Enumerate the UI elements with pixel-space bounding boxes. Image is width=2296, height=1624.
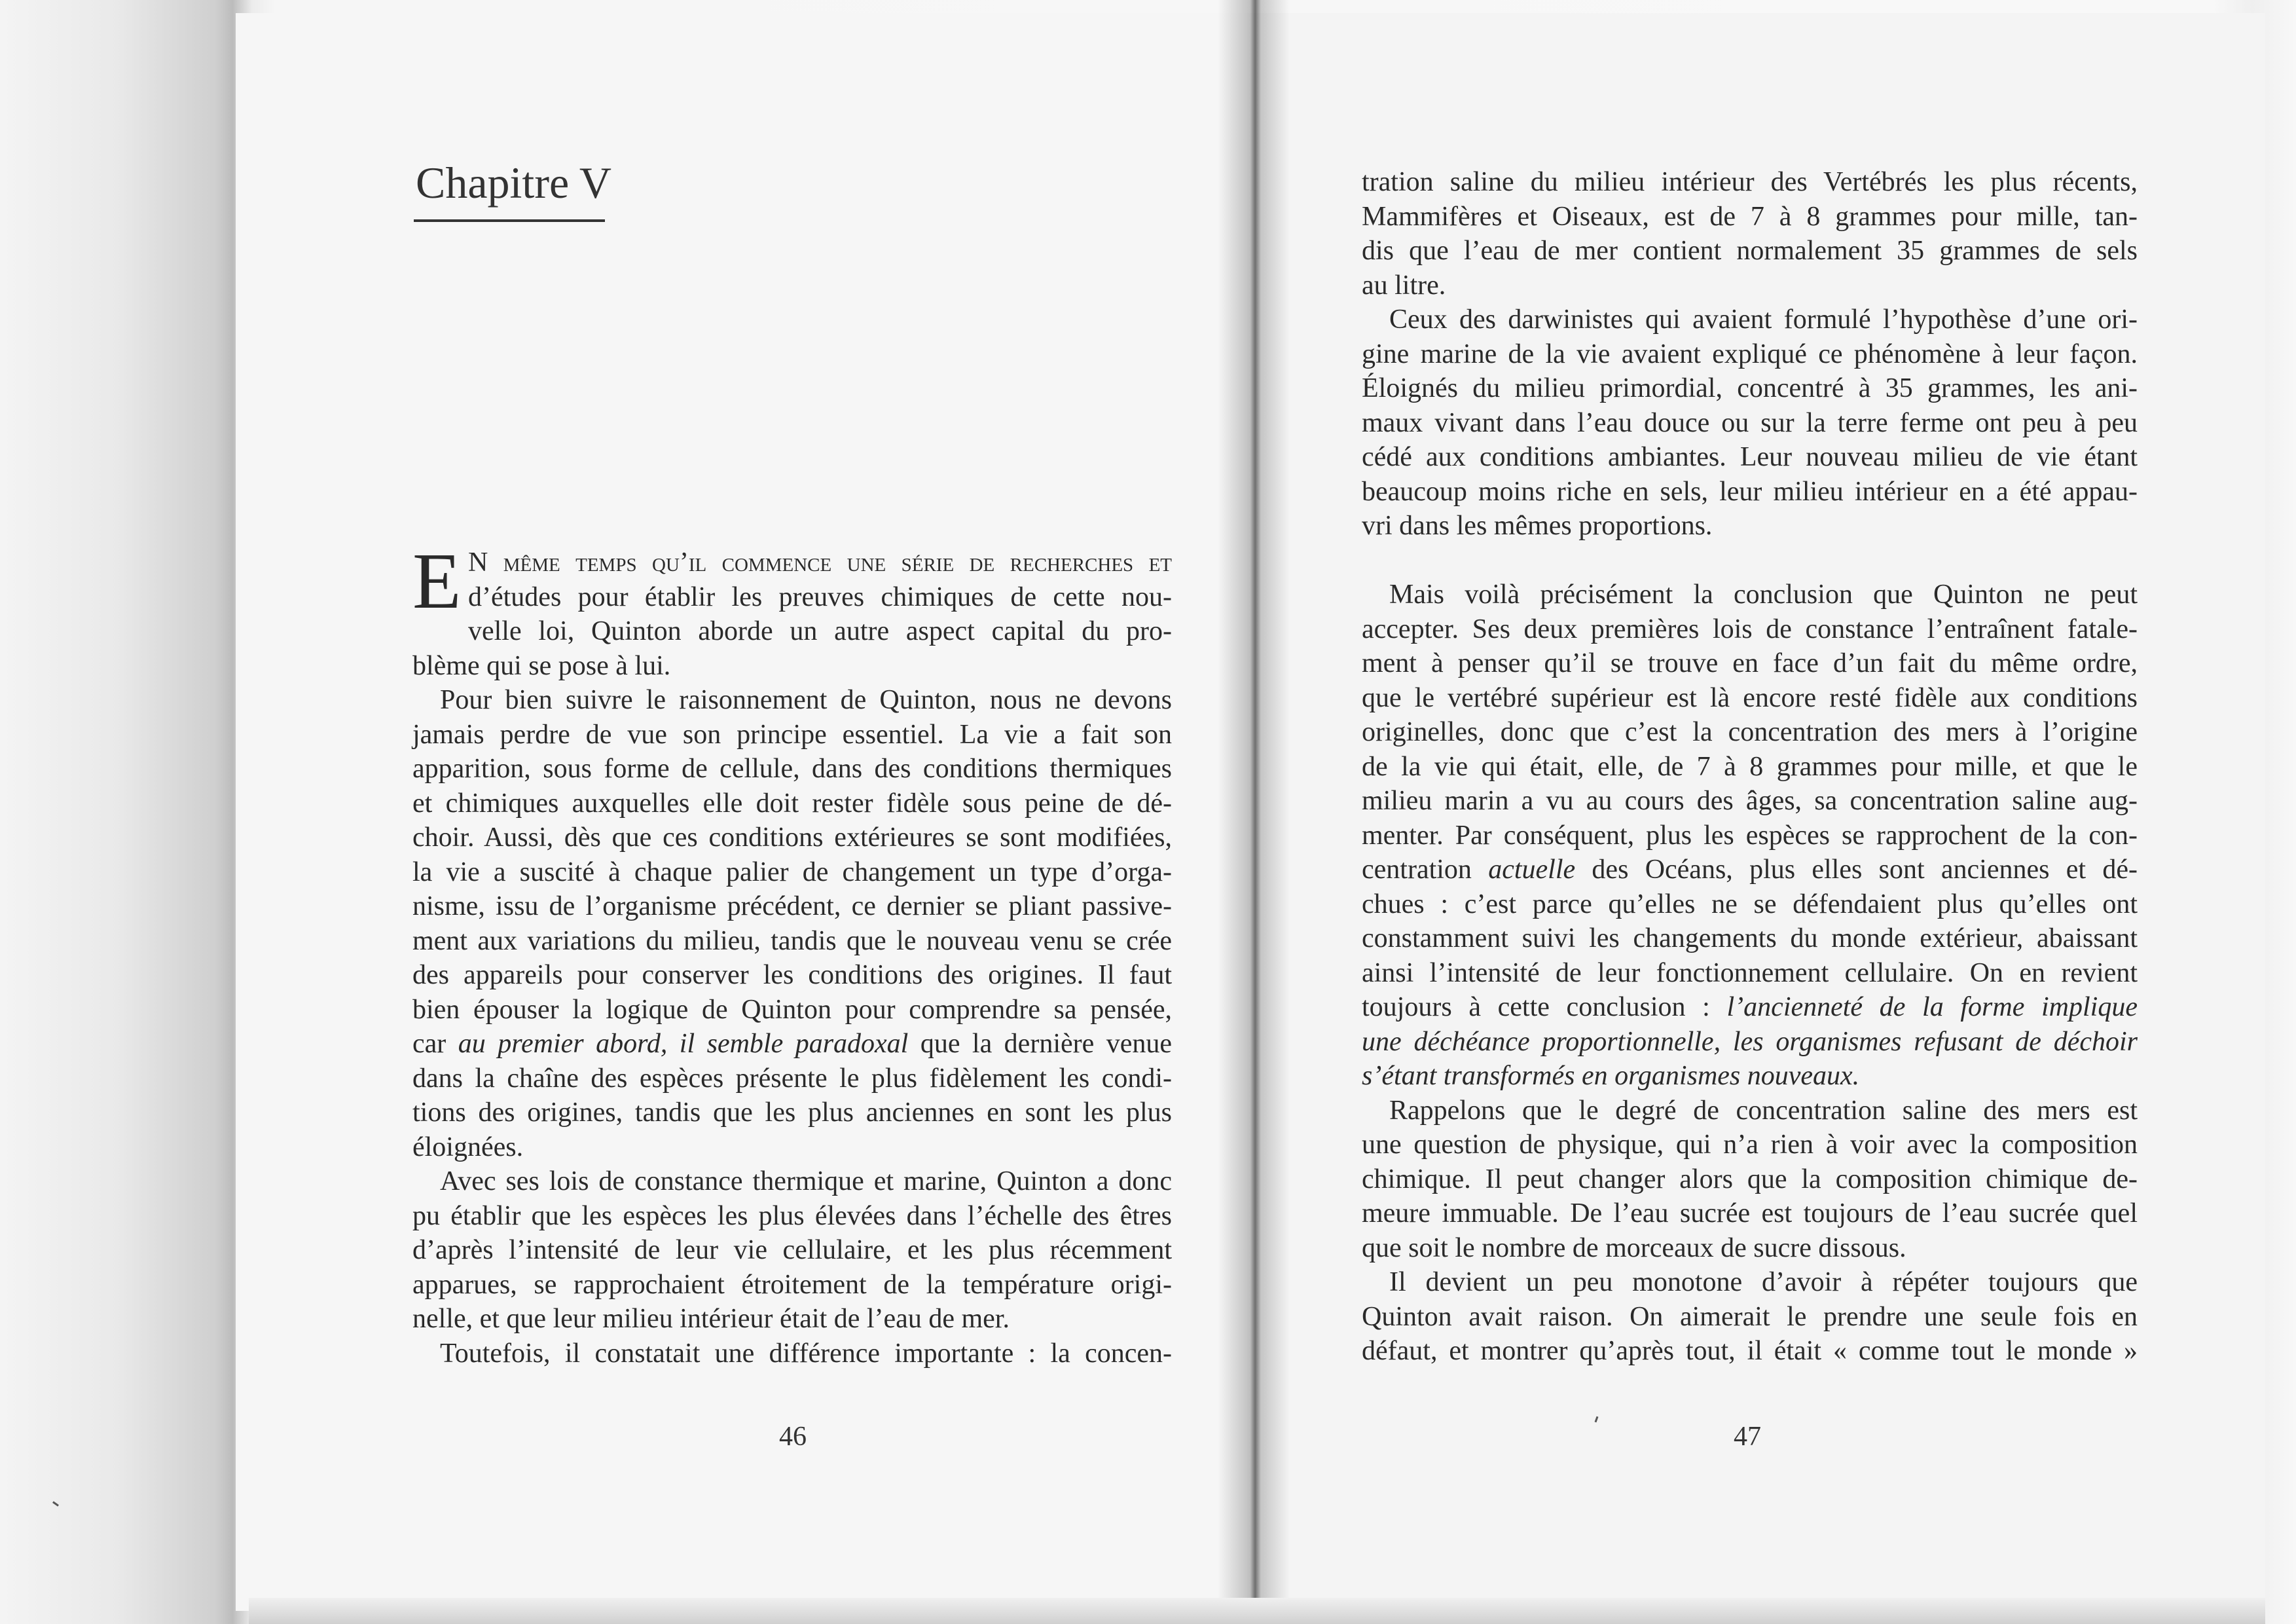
text-line: pu établir que les espèces les plus élevées dans l’échelle des êtres xyxy=(412,1200,1172,1231)
text-line: chues : c’est parce qu’elles ne se défendaient plus qu’elles ont xyxy=(1362,889,2138,919)
text-line: maux vivant dans l’eau douce ou sur la terre ferme ont peu à peu xyxy=(1362,407,2138,438)
text-line: meure immuable. De l’eau sucrée est toujours de l’eau sucrée quel xyxy=(1362,1198,2138,1228)
text-line: une question de physique, qui n’a rien à voir avec la composition xyxy=(1362,1130,2138,1160)
text-line: que soit le nombre de morceaux de sucre dissous. xyxy=(1362,1232,1906,1263)
page-number-left: 46 xyxy=(779,1422,807,1452)
text-line: que le vertébré supérieur est là encore resté fidèle aux conditions xyxy=(1362,682,2138,713)
text-line: d’après l’intensité de leur vie cellulaire, et les plus récemment xyxy=(412,1235,1172,1265)
text-line: de la vie qui était, elle, de 7 à 8 grammes pour mille, et que le xyxy=(1362,751,2138,782)
text-line: éloignées. xyxy=(412,1132,524,1162)
text-line: au litre. xyxy=(1362,270,1446,301)
text-line: nisme, issu de l’organisme précédent, ce dernier se pliant passive- xyxy=(412,891,1172,921)
text-line: Toutefois, il constatait une différence importante : la concen- xyxy=(440,1338,1172,1369)
text-line: Avec ses lois de constance thermique et marine, Quinton a donc xyxy=(440,1166,1172,1196)
text-line: nelle, et que leur milieu intérieur était de l’eau de mer. xyxy=(412,1304,1010,1334)
text-line: Pour bien suivre le raisonnement de Quinton, nous ne devons xyxy=(440,685,1172,715)
italic-fragment: actuelle xyxy=(1488,855,1576,885)
text-line-with-italic xyxy=(412,1027,1172,1061)
page-bottom-edge xyxy=(249,1598,2265,1624)
text-line: s’étant transformés en organismes nouveaux. xyxy=(1362,1061,1860,1091)
text-line: tions des origines, tandis que les plus anciennes en sont les plus xyxy=(412,1098,1172,1128)
text-line: Mammifères et Oiseaux, est de 7 à 8 grammes pour mille, tan- xyxy=(1362,201,2138,232)
text-line: ment aux variations du milieu, tandis que le nouveau venu se crée xyxy=(412,925,1172,956)
text-line: bien épouser la logique de Quinton pour comprendre sa pensée, xyxy=(412,994,1172,1025)
text-line: dis que l’eau de mer contient normalement 35 grammes de sels xyxy=(1362,236,2138,266)
page-number-right: 47 xyxy=(1734,1422,1761,1452)
text-line: menter. Par conséquent, plus les espèces se rapprochent de la con- xyxy=(1362,820,2138,851)
text-line: milieu marin a vu au cours des âges, sa concentration saline aug- xyxy=(1362,786,2138,816)
text-line: tration saline du milieu intérieur des Vertébrés les plus récents, xyxy=(1362,167,2138,197)
chapter-title-underline xyxy=(414,219,605,222)
text-line: originelles, donc que c’est la concentration des mers à l’origine xyxy=(1362,717,2138,747)
text-line: constamment suivi les changements du monde extérieur, abaissant xyxy=(1362,923,2138,953)
text-line: vri dans les mêmes proportions. xyxy=(1362,511,1713,541)
text-line: apparues, se rapprochaient étroitement de la température origi- xyxy=(412,1269,1172,1300)
text-line: la vie a suscité à chaque palier de changement un type d’orga- xyxy=(412,857,1172,887)
text-line: chimique. Il peut changer alors que la composition chimique de- xyxy=(1362,1164,2138,1194)
text-line: ment à penser qu’il se trouve en face d’un fait du même ordre, xyxy=(1362,648,2138,678)
text-line: défaut, et montrer qu’après tout, il était « comme tout le monde » xyxy=(1362,1336,2138,1366)
book-gutter xyxy=(1218,0,1290,1624)
text-line: beaucoup moins riche en sels, leur milieu intérieur en a été appau- xyxy=(1362,476,2138,507)
text-line: cédé aux conditions ambiantes. Leur nouveau milieu de vie étant xyxy=(1362,442,2138,472)
text-line: velle loi, Quinton aborde un autre aspect capital du pro- xyxy=(468,616,1172,646)
text-line: Rappelons que le degré de concentration saline des mers est xyxy=(1389,1095,2138,1126)
text-line: Quinton avait raison. On aimerait le prendre une seule fois en xyxy=(1362,1301,2138,1332)
text-line: gine marine de la vie avaient expliqué ce phénomène à leur façon. xyxy=(1362,339,2138,369)
text-line: d’études pour établir les preuves chimiques de cette nou- xyxy=(468,581,1172,612)
text-line: Mais voilà précisément la conclusion que Quinton ne peut xyxy=(1389,580,2138,610)
text-fragment: que la dernière venue xyxy=(908,1029,1172,1059)
text-line: des appareils pour conserver les conditions des origines. Il faut xyxy=(412,960,1172,990)
text-line: blème qui se pose à lui. xyxy=(412,650,671,681)
text-line: jamais perdre de vue son principe essentiel. La vie a fait son xyxy=(412,719,1172,750)
text-line: Ceux des darwinistes qui avaient formulé l’hypothèse d’une ori- xyxy=(1389,304,2138,335)
left-page-body xyxy=(412,537,1172,1371)
text-line: apparition, sous forme de cellule, dans des conditions thermiques xyxy=(412,754,1172,784)
text-line: dans la chaîne des espèces présente le plus fidèlement les condi- xyxy=(412,1063,1172,1094)
text-fragment: car xyxy=(412,1029,458,1059)
text-line: une déchéance proportionnelle, les organismes refusant de déchoir xyxy=(1362,1026,2138,1057)
right-page-body xyxy=(1362,165,2138,1369)
text-line: ainsi l’intensité de leur fonctionnement cellulaire. On en revient xyxy=(1362,957,2138,988)
text-line: centration actuelle des Océans, plus elles sont anciennes et dé- xyxy=(1362,855,2138,885)
text-line xyxy=(412,545,1172,580)
text-line: Éloignés du milieu primordial, concentré à 35 grammes, les ani- xyxy=(1362,373,2138,403)
text-line: choir. Aussi, dès que ces conditions extérieures se sont modifiées, xyxy=(412,822,1172,853)
text-line: toujours à cette conclusion : l’ancienneté de la forme implique xyxy=(1362,992,2138,1022)
text-line: et chimiques auxquelles elle doit rester fidèle sous peine de dé- xyxy=(412,788,1172,819)
text-line-content: N même temps qu’il commence une série de recherches et xyxy=(468,547,1172,578)
text-line: Il devient un peu monotone d’avoir à répéter toujours que xyxy=(1389,1267,2138,1297)
text-line: accepter. Ses deux premières lois de constance l’entraînent fatale- xyxy=(1362,614,2138,644)
italic-fragment: au premier abord, il semble paradoxal xyxy=(458,1029,909,1059)
drop-cap: E xyxy=(412,537,462,625)
paragraph-gap xyxy=(1362,544,2138,578)
chapter-title: Chapitre V xyxy=(416,158,612,208)
italic-fragment: l’ancienneté de la forme implique xyxy=(1726,992,2138,1022)
